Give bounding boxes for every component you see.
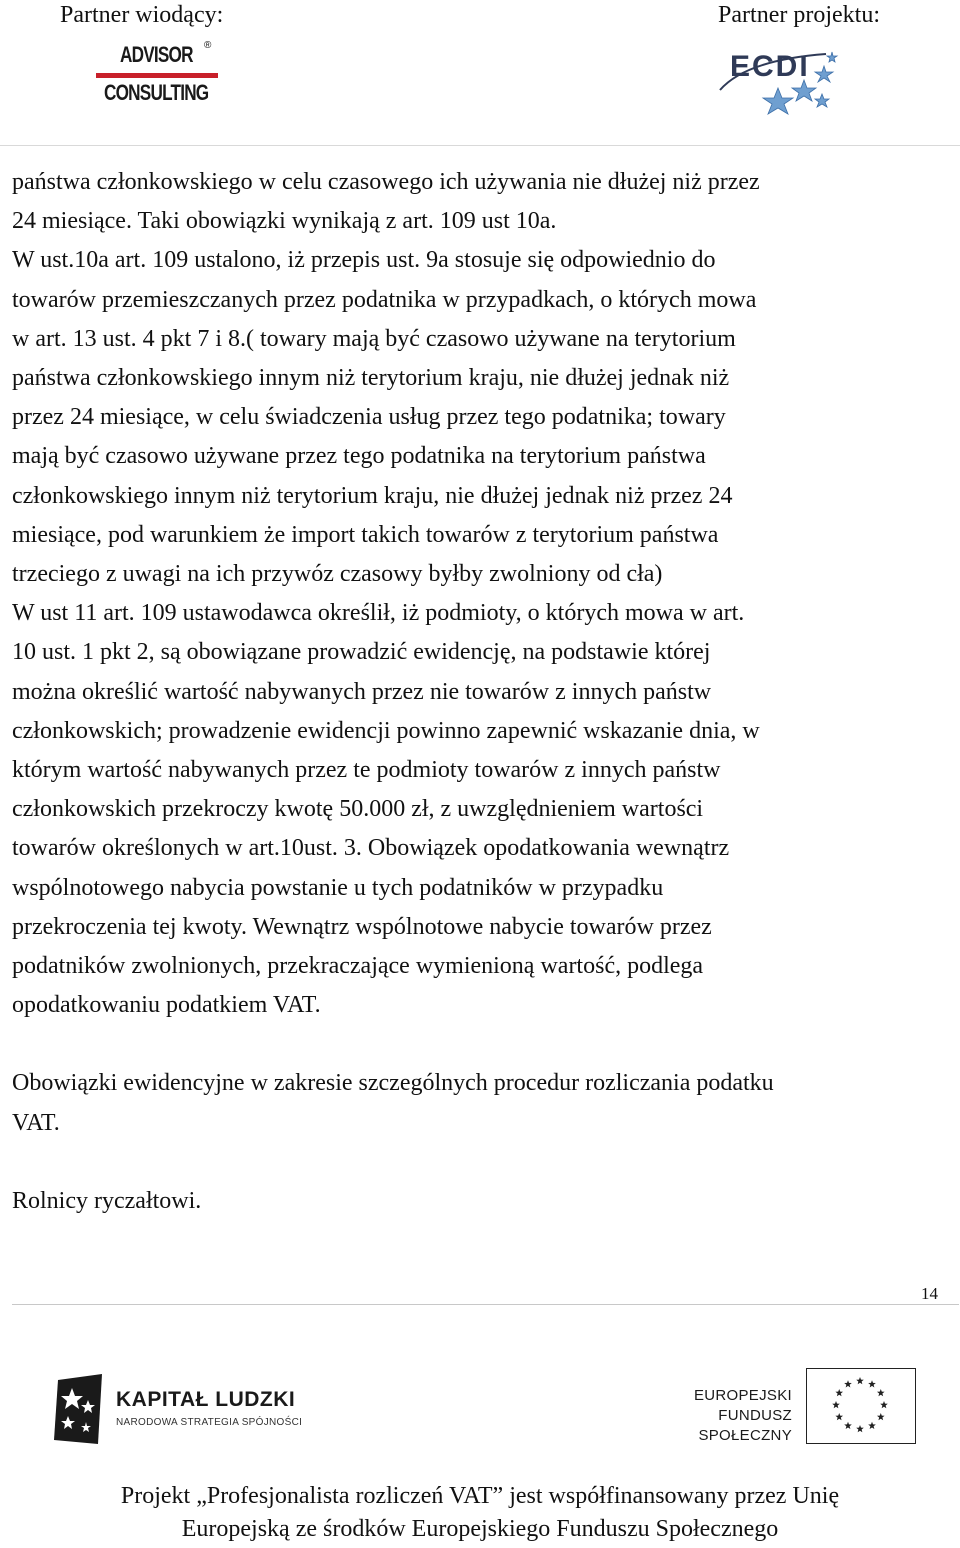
- paragraph-gap: [12, 1025, 942, 1064]
- eu-star: [856, 1425, 864, 1432]
- text-line: którym wartość nabywanych przez te podmioty towarów z innych państw: [12, 757, 721, 784]
- text-line: towarów przemieszczanych przez podatnika w przypadkach, o których mowa: [12, 286, 757, 313]
- efs-logo-text: [636, 1386, 792, 1446]
- lead-partner-label: Partner wiodący:: [60, 2, 224, 28]
- header-divider: [0, 145, 960, 146]
- heading-line: VAT.: [12, 1109, 60, 1136]
- text-line: 10 ust. 1 pkt 2, są obowiązane prowadzić ewidencję, na podstawie której: [12, 639, 711, 666]
- kapital-ludzki-logo: [50, 1370, 310, 1450]
- eu-star: [844, 1380, 852, 1387]
- kapital-ludzki-emblem-icon: [50, 1370, 110, 1450]
- text-line: trzeciego z uwagi na ich przywóz czasowy byłby zwolniony od cła): [12, 561, 663, 588]
- advisor-logo-accent-bar: [96, 73, 218, 78]
- text-line: można określić wartość nabywanych przez nie towarów z innych państw: [12, 678, 712, 705]
- eu-star: [856, 1377, 864, 1384]
- advisor-consulting-logo: [96, 40, 218, 112]
- page-number: 14: [921, 1284, 938, 1303]
- footer-line: Projekt „Profesjonalista rozliczeń VAT” jest współfinansowany przez Unię: [120, 1483, 840, 1509]
- text-line: przekroczenia tej kwoty. Wewnątrz wspólnotowe nabycie towarów przez: [12, 913, 712, 940]
- text-line: towarów określonych w art.10ust. 3. Obowiązek opodatkowania wewnątrz: [12, 835, 730, 862]
- text-line: państwa członkowskiego innym niż terytorium kraju, nie dłużej jednak niż: [12, 365, 730, 392]
- text-line: miesiące, pod warunkiem że import takich towarów z terytorium państwa: [12, 521, 719, 548]
- eu-star: [877, 1413, 885, 1420]
- text-line: członkowskich; prowadzenie ewidencji powinno zapewnić wskazanie dnia, w: [12, 717, 760, 744]
- text-line: wspólnotowego nabycia powstanie u tych podatników w przypadku: [12, 874, 664, 901]
- text-line: mają być czasowo używane przez tego podatnika na terytorium państwa: [12, 443, 706, 470]
- ecdi-logo: [706, 40, 846, 120]
- text-line: opodatkowaniu podatkiem VAT.: [12, 992, 321, 1019]
- text-line: przez 24 miesiące, w celu świadczenia usług przez tego podatnika; towary: [12, 404, 726, 431]
- text-line: w art. 13 ust. 4 pkt 7 i 8.( towary mają być czasowo używane na terytorium: [12, 325, 736, 352]
- text-line: W ust 11 art. 109 ustawodawca określił, iż podmioty, o których mowa w art.: [12, 600, 745, 627]
- footer-divider: [12, 1304, 959, 1305]
- advisor-logo-line1: ADVISOR: [120, 42, 193, 67]
- ecdi-logo-text: ECDI: [730, 50, 810, 83]
- subsection-heading: [12, 1182, 942, 1221]
- footer-line: Europejską ze środków Europejskiego Funduszu Społecznego: [181, 1516, 779, 1542]
- text-line: W ust.10a art. 109 ustalono, iż przepis ust. 9a stosuje się odpowiednio do: [12, 247, 716, 274]
- eu-star: [877, 1389, 885, 1396]
- eu-flag-icon: [806, 1368, 916, 1444]
- text-line: członkowskiego innym niż terytorium kraju, nie dłużej jednak niż przez 24: [12, 482, 733, 509]
- project-cofinancing-note: [0, 1480, 960, 1546]
- eu-stars-icon: [807, 1369, 914, 1442]
- heading-line: Obowiązki ewidencyjne w zakresie szczególnych procedur rozliczania podatku: [12, 1070, 774, 1097]
- advisor-logo-line2: CONSULTING: [104, 80, 209, 105]
- efs-line1: EUROPEJSKI: [693, 1387, 792, 1404]
- eu-star: [868, 1380, 876, 1387]
- eu-star: [880, 1401, 888, 1408]
- kapital-ludzki-subtitle: NARODOWA STRATEGIA SPÓJNOŚCI: [116, 1417, 303, 1428]
- subheading-line: Rolnicy ryczałtowi.: [12, 1187, 202, 1214]
- text-line: 24 miesiące. Taki obowiązki wynikają z art. 109 ust 10a.: [12, 208, 557, 235]
- kapital-ludzki-title: KAPITAŁ LUDZKI: [116, 1388, 296, 1411]
- eu-star: [844, 1422, 852, 1429]
- eu-star: [832, 1401, 840, 1408]
- eu-star: [868, 1422, 876, 1429]
- text-line: członkowskich przekroczy kwotę 50.000 zł, z uwzględnieniem wartości: [12, 796, 704, 823]
- text-line: podatników zwolnionych, przekraczające wymienioną wartość, podlega: [12, 953, 704, 980]
- registered-mark: ®: [204, 40, 212, 51]
- efs-line2: FUNDUSZ SPOŁECZNY: [698, 1407, 792, 1444]
- paragraph-main: [12, 163, 942, 1025]
- eu-star: [835, 1413, 843, 1420]
- eu-star: [835, 1389, 843, 1396]
- paragraph-gap: [12, 1143, 942, 1182]
- efs-logo: [636, 1368, 916, 1448]
- document-body: [12, 163, 942, 1221]
- project-partner-label: Partner projektu:: [718, 2, 880, 28]
- text-line: państwa członkowskiego w celu czasowego ich używania nie dłużej niż przez: [12, 169, 760, 195]
- section-heading: [12, 1064, 942, 1142]
